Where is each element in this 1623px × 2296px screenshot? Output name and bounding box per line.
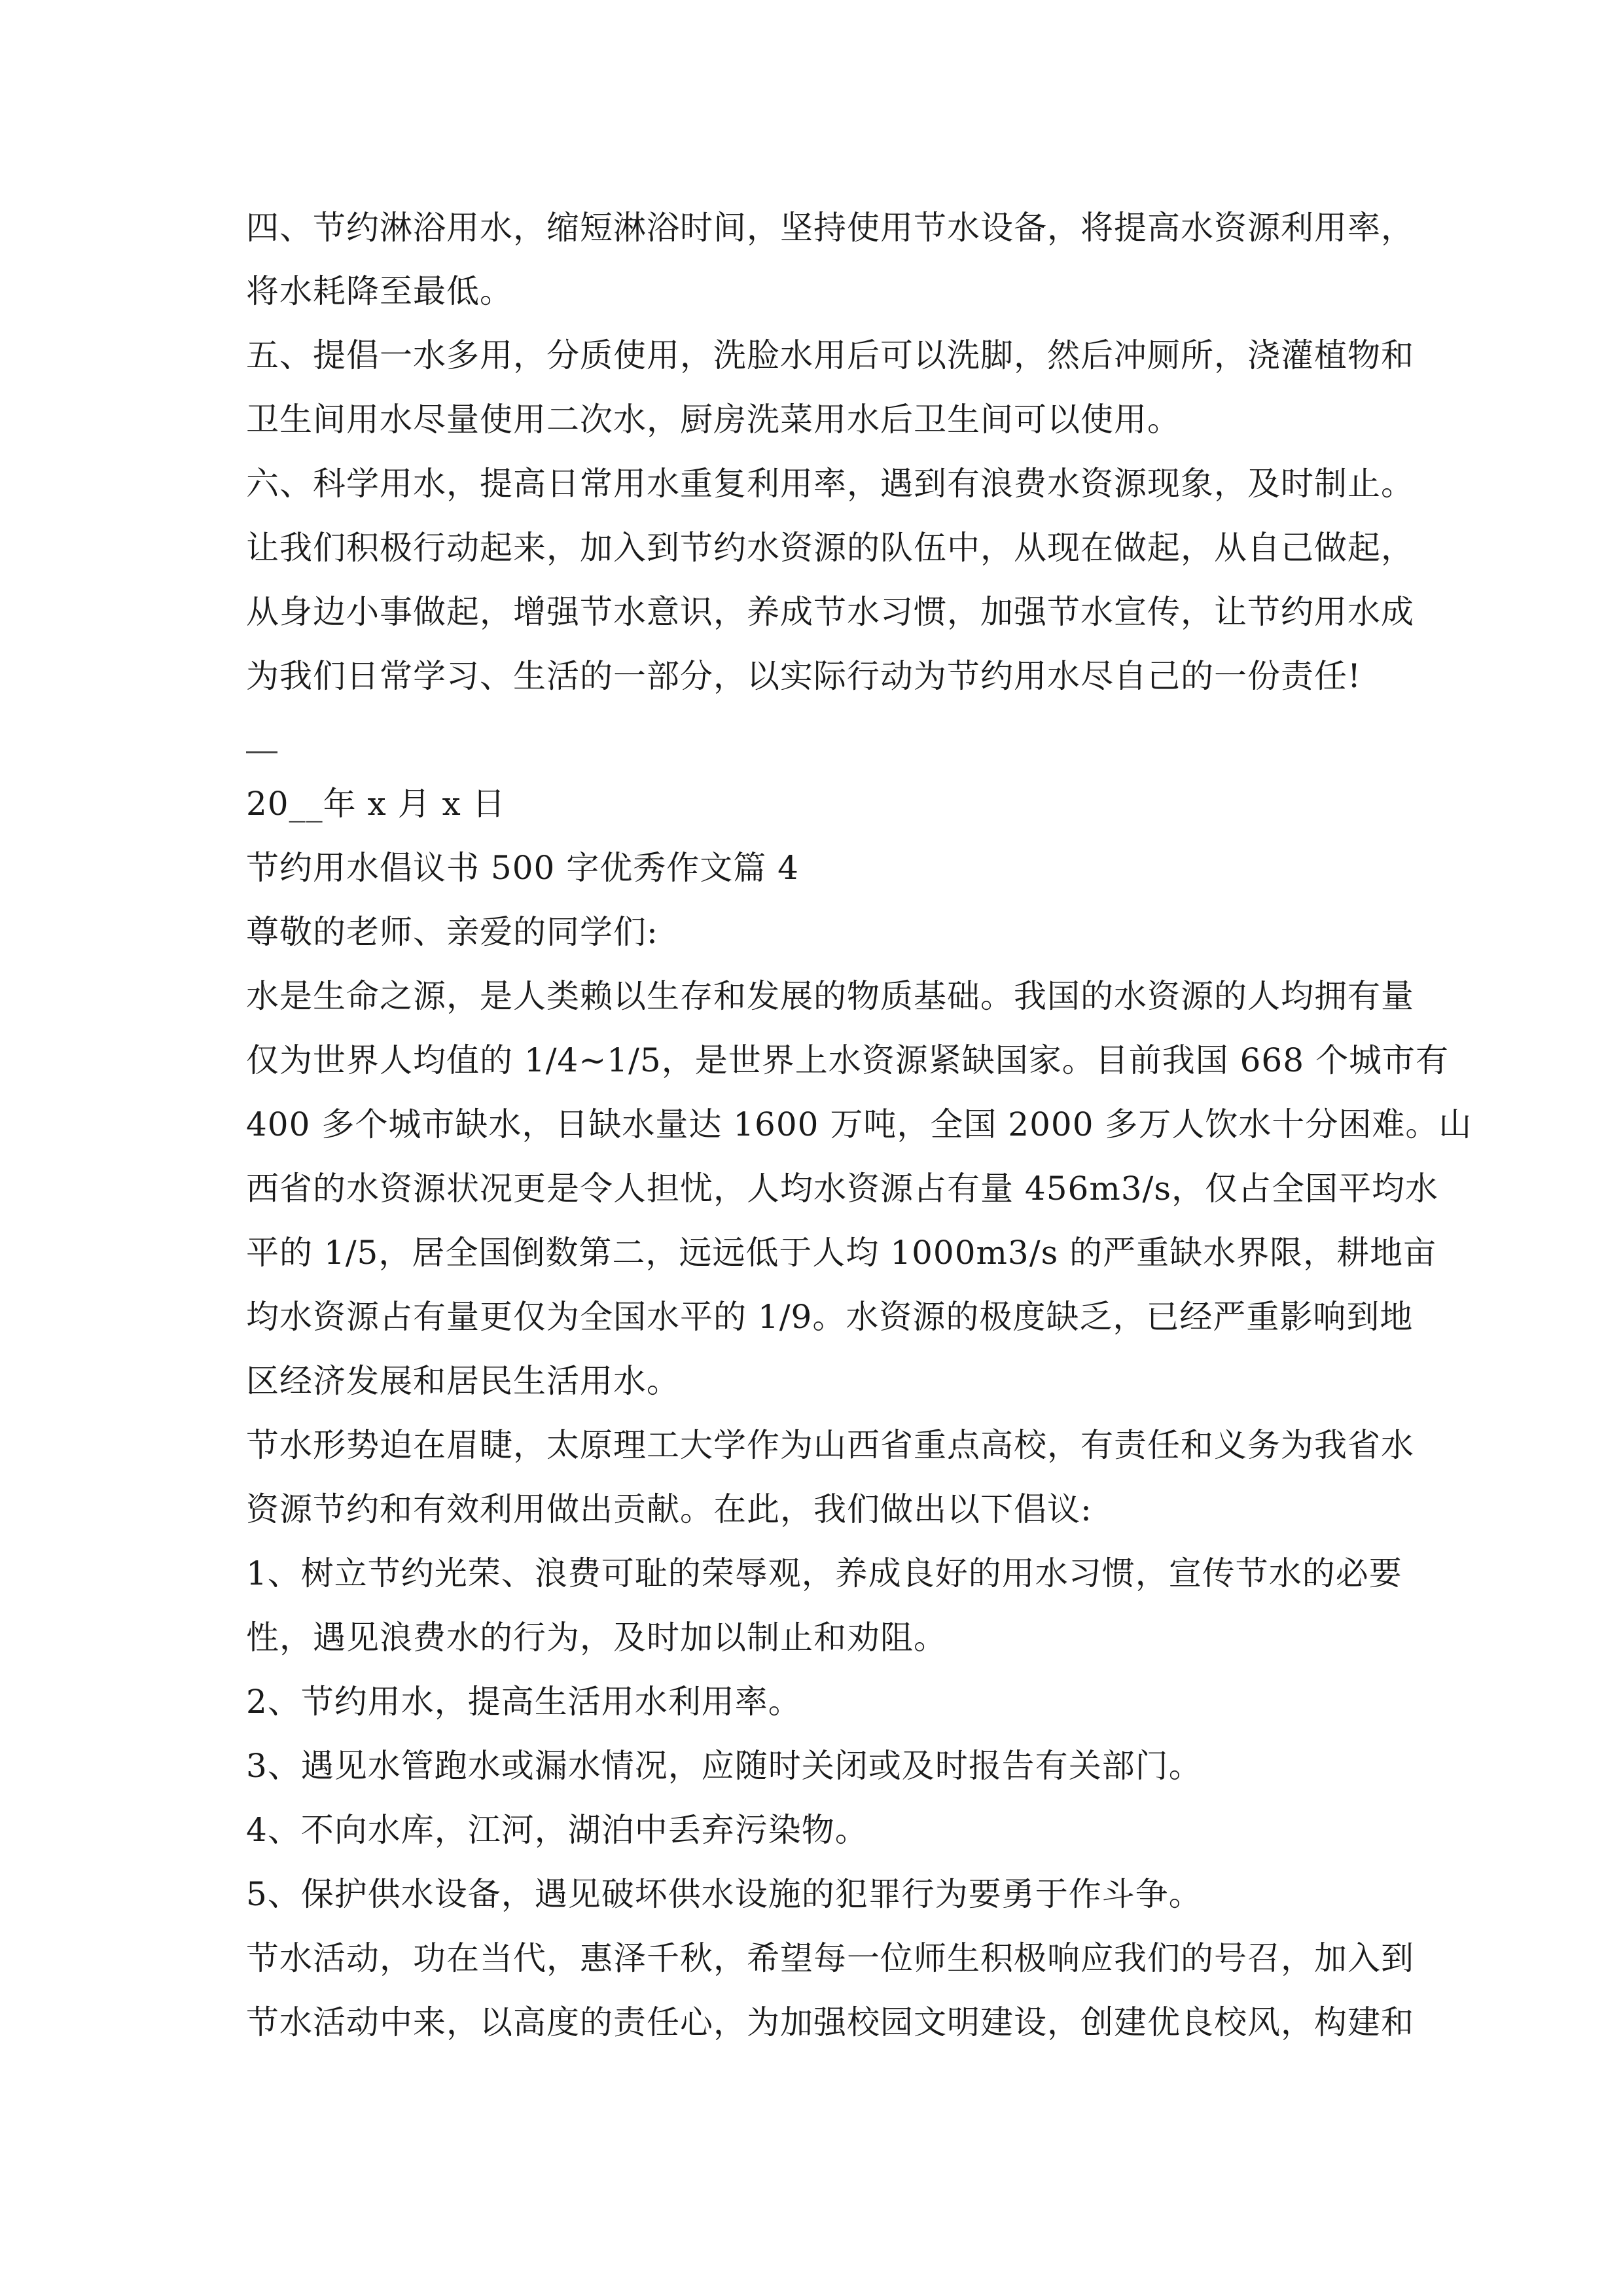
text-line: 节水活动中来，以高度的责任心，为加强校园文明建设，创建优良校风，构建和	[246, 2003, 1414, 2041]
text-line: 均水资源占有量更仅为全国水平的 1/9。水资源的极度缺乏，已经严重影响到地	[246, 1298, 1414, 1336]
list-item: 5、保护供水设备，遇见破坏供水设施的犯罪行为要勇于作斗争。	[246, 1875, 1202, 1913]
text-line: 平的 1/5，居全国倒数第二，远远低于人均 1000m3/s 的严重缺水界限，耕地亩	[246, 1234, 1437, 1272]
text-line: 六、科学用水，提高日常用水重复利用率，遇到有浪费水资源现象，及时制止。	[246, 465, 1414, 503]
text-line: 资源节约和有效利用做出贡献。在此，我们做出以下倡议:	[246, 1490, 1092, 1528]
text-line: 从身边小事做起，增强节水意识，养成节水习惯，加强节水宣传，让节约用水成	[246, 593, 1414, 631]
text-line: 卫生间用水尽量使用二次水，厨房洗菜用水后卫生间可以使用。	[246, 401, 1181, 439]
salutation: 尊敬的老师、亲爱的同学们:	[246, 913, 658, 951]
text-line: 节水活动，功在当代，惠泽千秋，希望每一位师生积极响应我们的号召，加入到	[246, 1939, 1414, 1977]
text-line: 水是生命之源，是人类赖以生存和发展的物质基础。我国的水资源的人均拥有量	[246, 977, 1414, 1015]
essay-heading: 节约用水倡议书 500 字优秀作文篇 4	[246, 849, 799, 887]
list-item: 1、树立节约光荣、浪费可耻的荣辱观，养成良好的用水习惯，宣传节水的必要	[246, 1554, 1402, 1592]
date-line: 20__年 x 月 x 日	[246, 785, 506, 823]
text-line: 为我们日常学习、生活的一部分，以实际行动为节约用水尽自己的一份责任!	[246, 657, 1362, 695]
list-item: 4、不向水库，江河，湖泊中丢弃污染物。	[246, 1811, 868, 1849]
signature-rule	[246, 751, 277, 753]
text-line: 400 多个城市缺水，日缺水量达 1600 万吨，全国 2000 多万人饮水十分困难。山	[246, 1105, 1472, 1143]
text-line: 性，遇见浪费水的行为，及时加以制止和劝阻。	[246, 1619, 947, 1657]
text-line: 区经济发展和居民生活用水。	[246, 1362, 680, 1400]
list-item: 3、遇见水管跑水或漏水情况，应随时关闭或及时报告有关部门。	[246, 1747, 1202, 1785]
text-line: 四、节约淋浴用水，缩短淋浴时间，坚持使用节水设备，将提高水资源利用率，	[246, 209, 1414, 247]
text-line: 五、提倡一水多用，分质使用，洗脸水用后可以洗脚，然后冲厕所，浇灌植物和	[246, 336, 1414, 374]
text-line: 西省的水资源状况更是令人担忧，人均水资源占有量 456m3/s，仅占全国平均水	[246, 1170, 1439, 1208]
list-item: 2、节约用水，提高生活用水利用率。	[246, 1683, 802, 1721]
text-line: 让我们积极行动起来，加入到节约水资源的队伍中，从现在做起，从自己做起，	[246, 529, 1414, 567]
text-line: 仅为世界人均值的 1/4~1/5，是世界上水资源紧缺国家。目前我国 668 个城市有	[246, 1041, 1449, 1079]
text-line: 将水耗降至最低。	[246, 272, 513, 310]
text-line: 节水形势迫在眉睫，太原理工大学作为山西省重点高校，有责任和义务为我省水	[246, 1426, 1414, 1464]
